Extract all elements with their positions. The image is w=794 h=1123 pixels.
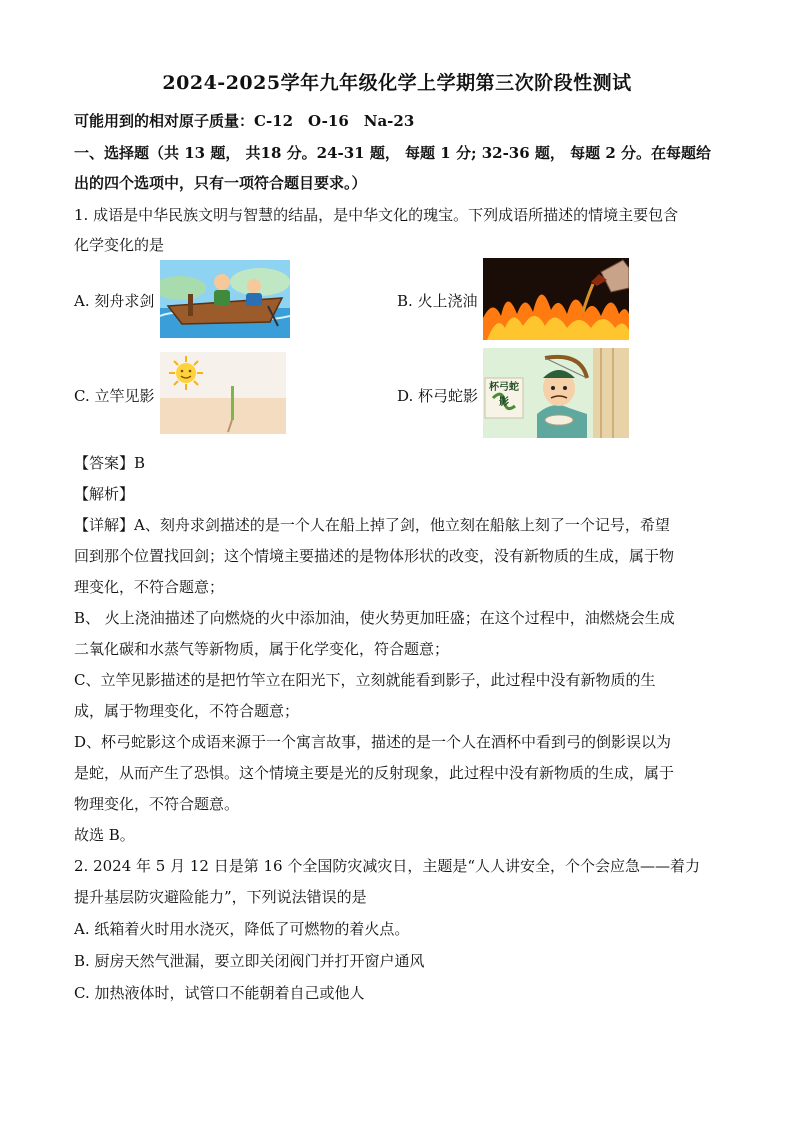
detail-line: 回到那个位置找回剑；这个情境主要描述的是物体形状的改变，没有新物质的生成，属于物: [74, 547, 675, 565]
final-answer-line: 故选 B。: [74, 826, 135, 844]
option-c-label: C. 立竿见影: [74, 387, 155, 405]
question-2-option-c: C. 加热液体时，试管口不能朝着自己或他人: [74, 984, 365, 1002]
question-1-stem-line1: 1. 成语是中华民族文明与智慧的结晶，是中华文化的瑰宝。下列成语所描述的情境主要包含: [74, 206, 679, 224]
question-1-stem-line2: 化学变化的是: [74, 236, 165, 254]
boat-swordsman-picture: [160, 260, 290, 338]
detail-line: 理变化，不符合题意；: [74, 578, 225, 596]
detail-line: 成，属于物理变化，不符合题意；: [74, 702, 300, 720]
option-a-label: A. 刻舟求剑: [74, 292, 155, 310]
detail-line: B、 火上浇油描述了向燃烧的火中添加油，使火势更加旺盛；在这个过程中，油燃烧会生成: [74, 609, 675, 627]
option-b-label: B. 火上浇油: [397, 292, 478, 310]
picture-caption: 杯弓蛇影: [489, 382, 519, 408]
oil-on-fire-picture: [483, 258, 629, 340]
sun-pole-shadow-picture: [160, 352, 286, 434]
page-title: 2024-2025学年九年级化学上学期第三次阶段性测试: [162, 72, 632, 94]
detail-line: D、杯弓蛇影这个成语来源于一个寓言故事，描述的是一个人在酒杯中看到弓的倒影误以为: [74, 733, 672, 751]
detail-line: 是蛇，从而产生了恐惧。这个情境主要是光的反射现象，此过程中没有新物质的生成，属于: [74, 764, 675, 782]
analysis-heading: 【解析】: [74, 485, 135, 503]
detail-line: 二氧化碳和水蒸气等新物质，属于化学变化，符合题意；: [74, 640, 450, 658]
answer-line: 【答案】B: [74, 454, 146, 472]
atomic-masses: 可能用到的相对原子质量：C-12 O-16 Na-23: [74, 112, 415, 130]
section-heading-line1: 一、选择题（共 13 题， 共18 分。24-31 题， 每题 1 分; 32-36 题， 每题 2 分。在每题给: [74, 144, 711, 162]
option-d-label: D. 杯弓蛇影: [397, 387, 479, 405]
question-2-option-b: B. 厨房天然气泄漏，要立即关闭阀门并打开窗户通风: [74, 952, 425, 970]
section-heading-line2: 出的四个选项中，只有一项符合题目要求。）: [74, 174, 367, 192]
question-2-option-a: A. 纸箱着火时用水浇灭，降低了可燃物的着火点。: [74, 920, 410, 938]
detail-line: C、立竿见影描述的是把竹竿立在阳光下，立刻就能看到影子，此过程中没有新物质的生: [74, 671, 656, 689]
bow-snake-cup-picture: [483, 348, 629, 438]
question-2-stem-line1: 2. 2024 年 5 月 12 日是第 16 个全国防灾减灾日，主题是“人人讲安全，个个会应急——着力: [74, 857, 701, 875]
question-2-stem-line2: 提升基层防灾避险能力”，下列说法错误的是: [74, 888, 367, 906]
detail-line: 【详解】A、刻舟求剑描述的是一个人在船上掉了剑，他立刻在船舷上刻了一个记号，希望: [74, 516, 670, 534]
detail-line: 物理变化，不符合题意。: [74, 795, 240, 813]
